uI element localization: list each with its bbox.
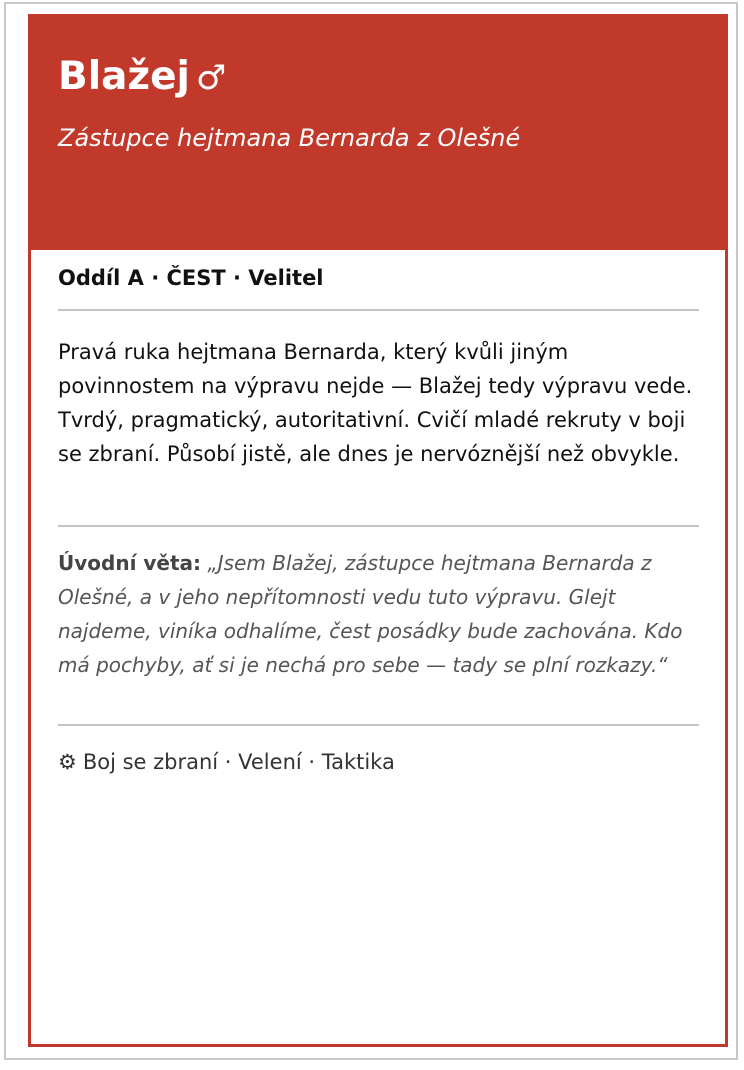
skills-list: Boj se zbraní · Velení · Taktika (82, 750, 395, 774)
character-description: Pravá ruka hejtmana Bernarda, který kvůli jiným povinnostem na výpravu nejde — Blažej tedy výpravu vede. Tvrdý, pragmatický, autoritativní. Cvičí mladé rekruty v boji se zbraní. Působí jistě, ale dnes je nervóznější než obvykle. (58, 340, 693, 466)
character-name-line (58, 51, 226, 104)
character-role: Zástupce hejtmana Bernarda z Olešné (58, 124, 521, 152)
opening-line-label: Úvodní věta: (58, 551, 202, 575)
opening-line (58, 546, 708, 682)
male-symbol-icon: ♂ (195, 58, 227, 98)
character-meta: Oddíl A · ČEST · Velitel (58, 266, 324, 290)
skills-line (58, 746, 395, 778)
gear-icon: ⚙ (58, 750, 77, 774)
opening-line-quote: „Jsem Blažej, zástupce hejtmana Bernarda z Olešné, a v jeho nepřítomnosti vedu tuto výpravu. Glejt najdeme, viníka odhalíme, čest posádky bude zachována. Kdo má pochyby, ať si je nechá pro sebe — tady se plní rozkazy.“ (58, 551, 683, 677)
character-name: Blažej (58, 54, 190, 99)
page-frame (4, 2, 738, 1060)
divider (58, 309, 699, 311)
divider (58, 525, 699, 527)
card-header (31, 17, 725, 250)
character-card (28, 14, 728, 1047)
divider (58, 724, 699, 726)
